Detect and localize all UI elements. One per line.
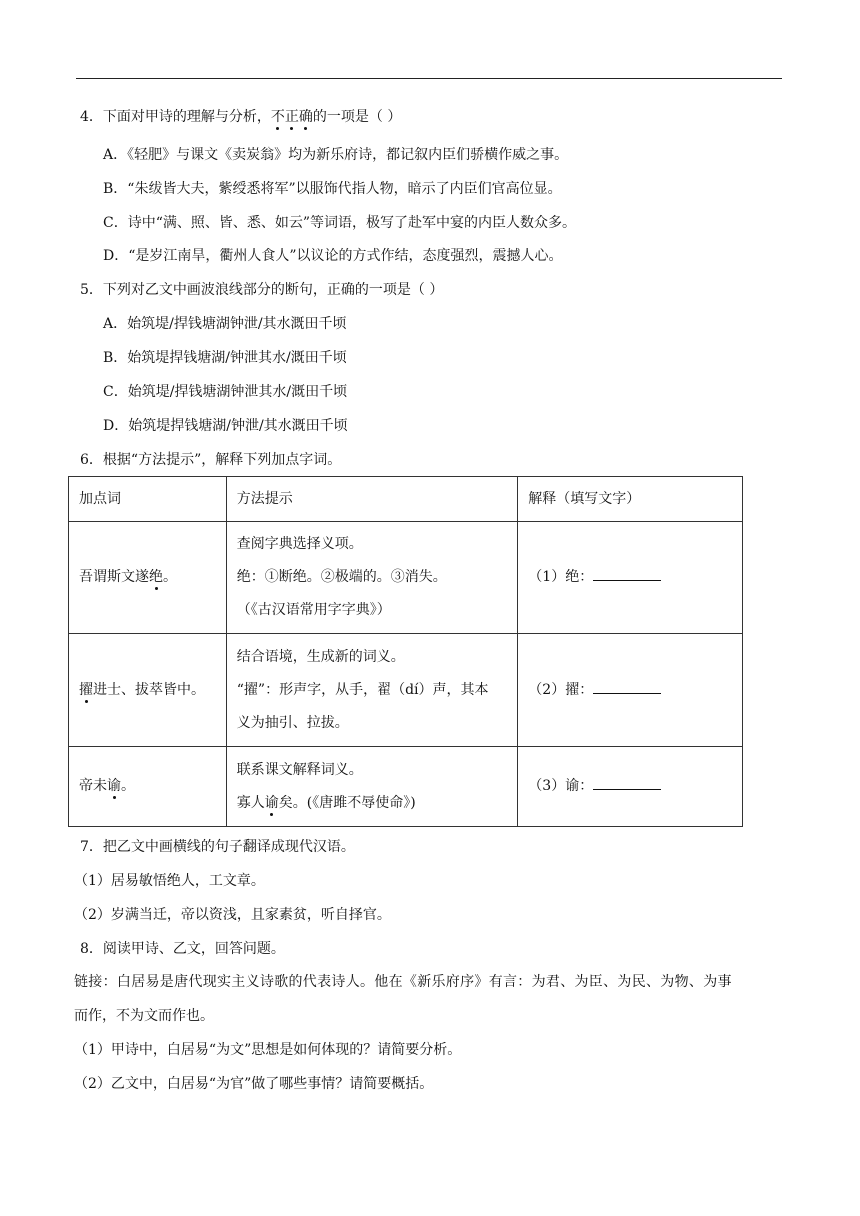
q5-option-a: A．始筑堤/捍钱塘湖钟泄/其水溉田千顷 — [103, 316, 347, 332]
q4-stem: 4．下面对甲诗的理解与分析，不正确的一项是（ ） — [80, 109, 402, 125]
q4-option-a: A．《轻肥》与课文《卖炭翁》均为新乐府诗，都记叙内臣们骄横作威之事。 — [103, 147, 569, 163]
q6-stem: 6．根据“方法提示”，解释下列加点字词。 — [80, 452, 342, 468]
q8-item-1: （1）甲诗中，白居易“为文”思想是如何体现的？请简要分析。 — [74, 1042, 462, 1058]
row2-word: 擢进士、拔萃皆中。 — [69, 634, 227, 747]
q4-option-c: C．诗中“满、照、皆、悉、如云”等词语，极写了赴军中宴的内臣人数众多。 — [103, 215, 577, 231]
row2-hint: 结合语境，生成新的词义。 “擢”：形声字，从手，翟（dí）声，其本 义为抽引、拉拔。 — [226, 634, 518, 747]
row1-answer: （1）绝： — [518, 522, 743, 634]
q5-option-c: C．始筑堤/捍钱塘湖钟泄其水/溉田千顷 — [103, 384, 348, 400]
header-rule — [76, 78, 782, 79]
emphasis-char: 确 — [298, 109, 313, 125]
header-word: 加点词 — [69, 477, 227, 522]
table-row — [69, 634, 743, 747]
q4-option-d: D．“是岁江南旱，衢州人食人”以议论的方式作结，态度强烈，震撼人心。 — [103, 248, 563, 264]
q5-option-d: D．始筑堤捍钱塘湖/钟泄/其水溉田千顷 — [103, 418, 348, 434]
q7-item-1: （1）居易敏悟绝人，工文章。 — [74, 873, 265, 889]
emphasis-char: 不 — [270, 109, 285, 125]
q8-link-line-2: 而作，不为文而作也。 — [74, 1008, 214, 1024]
row3-word: 帝未谕。 — [69, 747, 227, 827]
table-row — [69, 747, 743, 827]
answer-blank[interactable] — [593, 775, 661, 790]
emphasis-char: 擢 — [79, 681, 93, 698]
emphasis-char: 正 — [284, 109, 299, 125]
answer-blank[interactable] — [593, 566, 661, 581]
row1-hint: 查阅字典选择义项。 绝：①断绝。②极端的。③消失。 （《古汉语常用字字典》） — [226, 522, 518, 634]
header-answer: 解释（填写文字） — [518, 477, 743, 522]
q8-link-line-1: 链接：白居易是唐代现实主义诗歌的代表诗人。他在《新乐府序》有言：为君、为臣、为民、为物、为事 — [74, 974, 732, 990]
q4-option-b: B．“朱绂皆大夫，紫绶悉将军”以服饰代指人物，暗示了内臣们官高位显。 — [103, 181, 562, 197]
row1-word: 吾谓斯文遂绝。 — [69, 522, 227, 634]
q8-item-2: （2）乙文中，白居易“为官”做了哪些事情？请简要概括。 — [74, 1076, 434, 1092]
row2-answer: （2）擢： — [518, 634, 743, 747]
table-header-row — [69, 477, 743, 522]
q6-table — [68, 476, 743, 827]
answer-blank[interactable] — [593, 679, 661, 694]
emphasis-char: 谕 — [107, 778, 121, 794]
q5-option-b: B．始筑堤捍钱塘湖/钟泄其水/溉田千顷 — [103, 350, 347, 366]
q7-stem: 7．把乙文中画横线的句子翻译成现代汉语。 — [80, 839, 355, 855]
row3-hint: 联系课文解释词义。 寡人谕矣。(《唐雎不辱使命》) — [226, 747, 518, 827]
q5-stem: 5．下列对乙文中画波浪线部分的断句，正确的一项是（ ） — [80, 282, 444, 298]
q7-item-2: （2）岁满当迁，帝以资浅，且家素贫，听自择官。 — [74, 907, 391, 923]
emphasis-char: 谕 — [264, 794, 279, 811]
emphasis-char: 绝 — [149, 569, 163, 585]
q8-stem: 8．阅读甲诗、乙文，回答问题。 — [80, 941, 285, 957]
row3-answer: （3）谕： — [518, 747, 743, 827]
header-hint: 方法提示 — [226, 477, 518, 522]
table-row — [69, 522, 743, 634]
